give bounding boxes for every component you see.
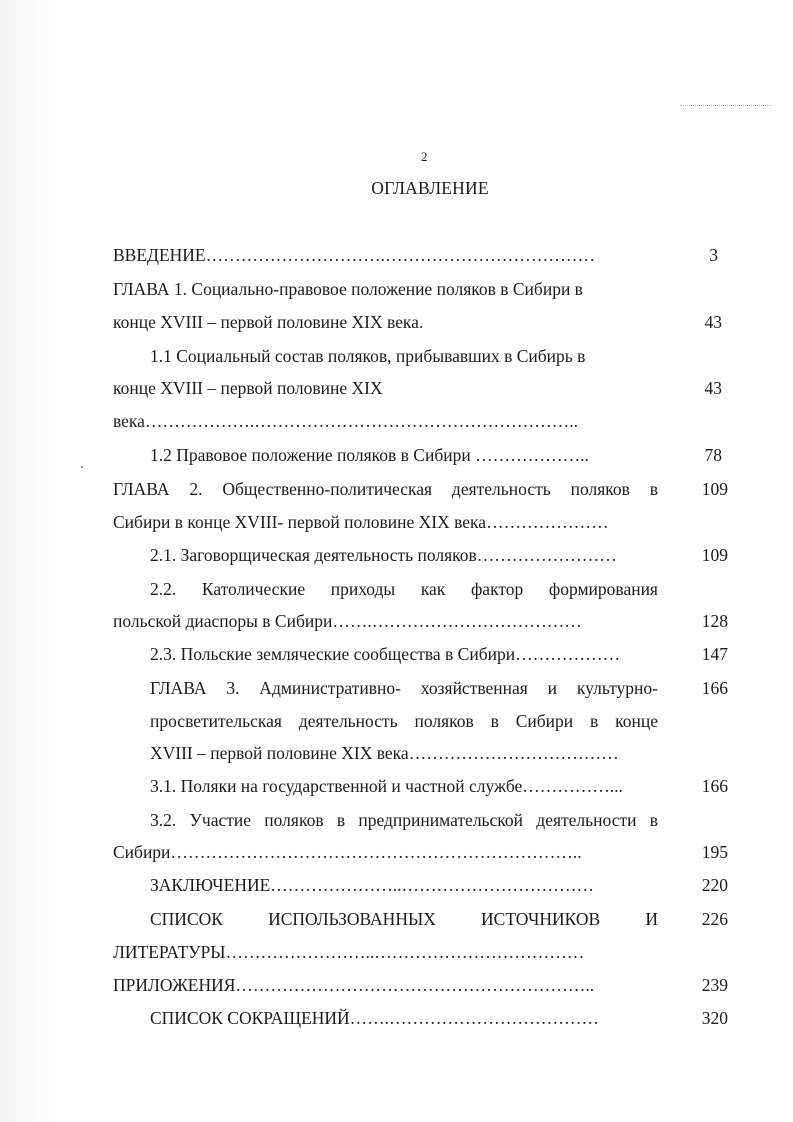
page-number: 2 bbox=[421, 149, 428, 164]
toc-entry-chapter-3: ГЛАВА 3. Административно- хозяйственная и культурно- bbox=[150, 678, 658, 698]
toc-page-chapter-1: 43 bbox=[704, 312, 722, 332]
toc-page-section-3-1: 166 bbox=[701, 776, 728, 796]
toc-page-section-2-2: 128 bbox=[701, 611, 728, 631]
toc-entry-section-3-1: 3.1. Поляки на государственной и частной службе……………... bbox=[150, 776, 623, 796]
toc-page-intro: 3 bbox=[709, 245, 718, 265]
toc-entry-section-3-2-line2: Сибири…………………………………………………………….. bbox=[113, 842, 582, 862]
toc-entry-section-2-2: 2.2. Католические приходы как фактор формирования bbox=[150, 579, 658, 599]
toc-entry-section-2-3: 2.3. Польские земляческие сообщества в Сибири……………… bbox=[150, 644, 621, 664]
toc-entry-abbreviations: СПИСОК СОКРАЩЕНИЙ…….……………………………… bbox=[150, 1008, 600, 1028]
scan-edge-shadow bbox=[0, 0, 58, 1122]
toc-entry-appendix: ПРИЛОЖЕНИЯ…………………………………………………….. bbox=[113, 975, 595, 995]
toc-entry-section-1-1-line2: конце XVIII – первой половине XIX bbox=[113, 378, 383, 398]
toc-entry-section-3-2: 3.2. Участие поляков в предпринимательской деятельности в bbox=[150, 810, 658, 830]
scan-speck bbox=[81, 466, 83, 468]
toc-page-section-1-2: 78 bbox=[704, 445, 722, 465]
toc-entry-sources-line2: ЛИТЕРАТУРЫ……………………..……………………………… bbox=[113, 942, 585, 962]
toc-entry-chapter-1-line2: конце XVIII – первой половине XIX века. bbox=[113, 312, 424, 332]
toc-entry-section-1-1-line3: века……………….……………………………………………….. bbox=[113, 411, 579, 431]
toc-page-chapter-2: 109 bbox=[701, 479, 728, 499]
toc-page-section-2-1: 109 bbox=[701, 545, 728, 565]
toc-entry-chapter-2: ГЛАВА 2. Общественно-политическая деятельность поляков в bbox=[113, 479, 658, 499]
toc-entry-chapter-3-line3: XVIII – первой половине XIX века……………………………… bbox=[150, 743, 619, 763]
toc-entry-conclusion: ЗАКЛЮЧЕНИЕ…………………..…………………………… bbox=[150, 875, 595, 895]
toc-title: ОГЛАВЛЕНИЕ bbox=[371, 178, 489, 198]
toc-entry-sources: СПИСОК ИСПОЛЬЗОВАННЫХ ИСТОЧНИКОВ И bbox=[150, 909, 658, 929]
toc-entry-section-2-2-line2: польской диаспоры в Сибири…….……………………………… bbox=[113, 611, 582, 631]
toc-page-appendix: 239 bbox=[701, 975, 728, 995]
toc-page-section-1-1: 43 bbox=[704, 378, 722, 398]
toc-page-conclusion: 220 bbox=[701, 875, 728, 895]
toc-page-chapter-3: 166 bbox=[701, 678, 728, 698]
toc-entry-chapter-3-line2: просветительская деятельность поляков в Сибири в конце bbox=[150, 711, 658, 731]
toc-entry-section-1-1: 1.1 Социальный состав поляков, прибывавших в Сибирь в bbox=[150, 346, 586, 366]
toc-entry-section-1-2: 1.2 Правовое положение поляков в Сибири ……………….. bbox=[150, 445, 589, 465]
toc-entry-chapter-2-line2: Сибири в конце XVIII- первой половине XIX века………………… bbox=[113, 512, 609, 532]
toc-page-section-3-2: 195 bbox=[701, 842, 728, 862]
scan-artifact bbox=[680, 105, 772, 108]
toc-page-sources: 226 bbox=[701, 909, 728, 929]
toc-page-section-2-3: 147 bbox=[701, 644, 728, 664]
toc-page-abbreviations: 320 bbox=[701, 1008, 728, 1028]
toc-entry-chapter-1: ГЛАВА 1. Социально-правовое положение поляков в Сибири в bbox=[113, 279, 583, 299]
toc-entry-intro: ВВЕДЕНИЕ………………………….……………………………… bbox=[113, 245, 596, 265]
toc-entry-section-2-1: 2.1. Заговорщическая деятельность поляков…………………… bbox=[150, 545, 617, 565]
